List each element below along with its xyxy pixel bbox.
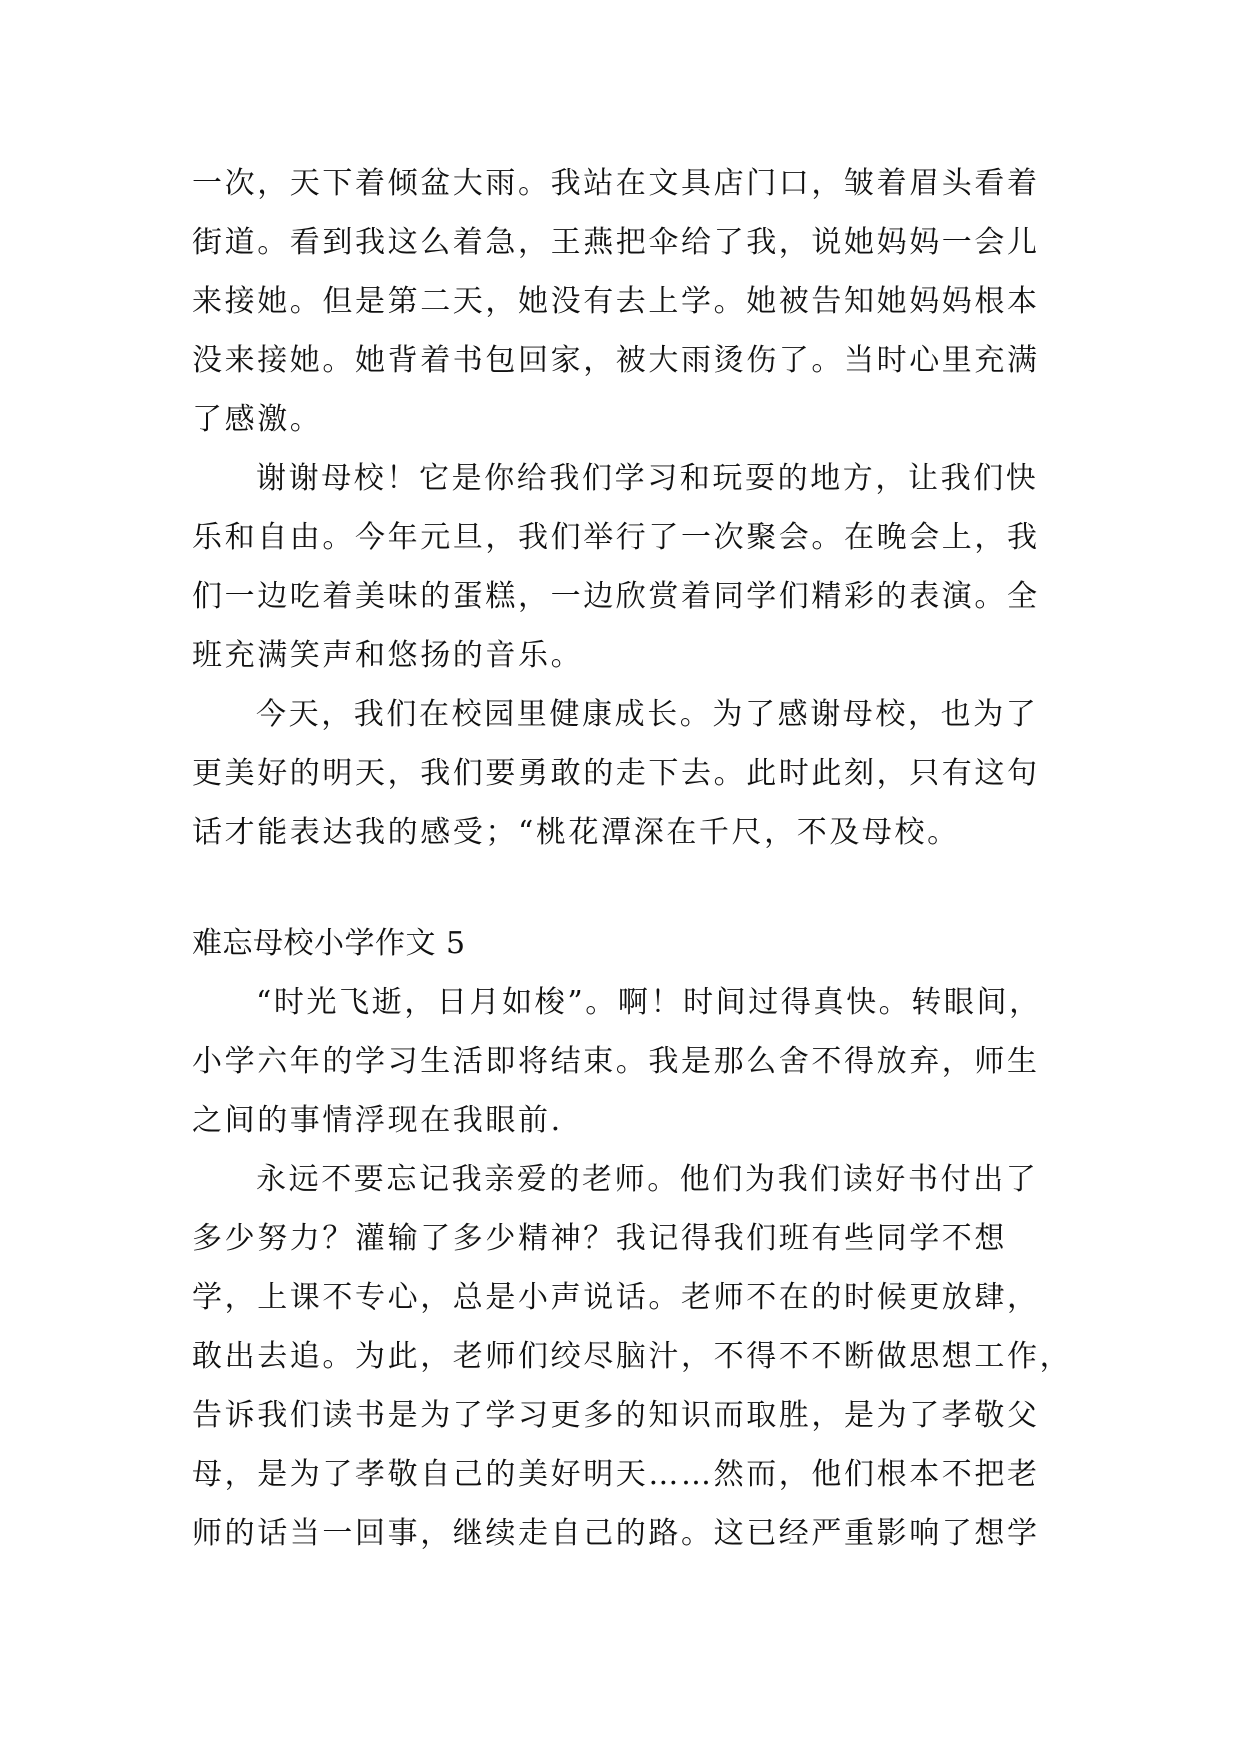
text-line: 师的话当一回事，继续走自己的路。这已经严重影响了想学 [192,1516,1040,1551]
text-line: 告诉我们读书是为了学习更多的知识而取胜，是为了孝敬父 [192,1398,1040,1433]
text-line: 们一边吃着美味的蛋糕，一边欣赏着同学们精彩的表演。全 [192,579,1040,614]
text-line: 乐和自由。今年元旦，我们举行了一次聚会。在晚会上，我 [192,520,1040,555]
essay-5-section [192,914,1073,1563]
text-line: 多少努力？灌输了多少精神？我记得我们班有些同学不想 [192,1221,1007,1256]
text-line: 街道。看到我这么着急，王燕把伞给了我，说她妈妈一会儿 [192,225,1040,260]
paragraph-start-line: “时光飞逝，日月如梭”。啊！时间过得真快。转眼间， [256,985,1042,1020]
text-line: 来接她。但是第二天，她没有去上学。她被告知她妈妈根本 [192,284,1040,319]
text-line: 学，上课不专心，总是小声说话。老师不在的时候更放肆， [192,1280,1040,1315]
essay-body-continued [192,154,1052,862]
text-line: 了感激。 [192,402,323,437]
text-line: 之间的事情浮现在我眼前. [192,1103,563,1138]
text-line: 母，是为了孝敬自己的美好明天……然而，他们根本不把老 [192,1457,1040,1492]
text-line: 班充满笑声和悠扬的音乐。 [192,638,584,673]
text-line: 话才能表达我的感受；“桃花潭深在千尺，不及母校。 [192,815,960,850]
text-line: 没来接她。她背着书包回家，被大雨烫伤了。当时心里充满 [192,343,1040,378]
text-line: 更美好的明天，我们要勇敢的走下去。此时此刻，只有这句 [192,756,1040,791]
paragraph-start-line: 谢谢母校！它是你给我们学习和玩耍的地方，让我们快 [256,461,1039,496]
text-line: 小学六年的学习生活即将结束。我是那么舍不得放弃，师生 [192,1044,1040,1079]
text-line: 敢出去追。为此，老师们绞尽脑汁，不得不不断做思想工作， [192,1339,1073,1374]
text-line: 一次，天下着倾盆大雨。我站在文具店门口，皱着眉头看着 [192,166,1040,201]
essay-heading: 难忘母校小学作文 5 [192,926,466,961]
paragraph-start-line: 永远不要忘记我亲爱的老师。他们为我们读好书付出了 [256,1162,1039,1197]
paragraph-start-line: 今天，我们在校园里健康成长。为了感谢母校，也为了 [256,697,1039,732]
